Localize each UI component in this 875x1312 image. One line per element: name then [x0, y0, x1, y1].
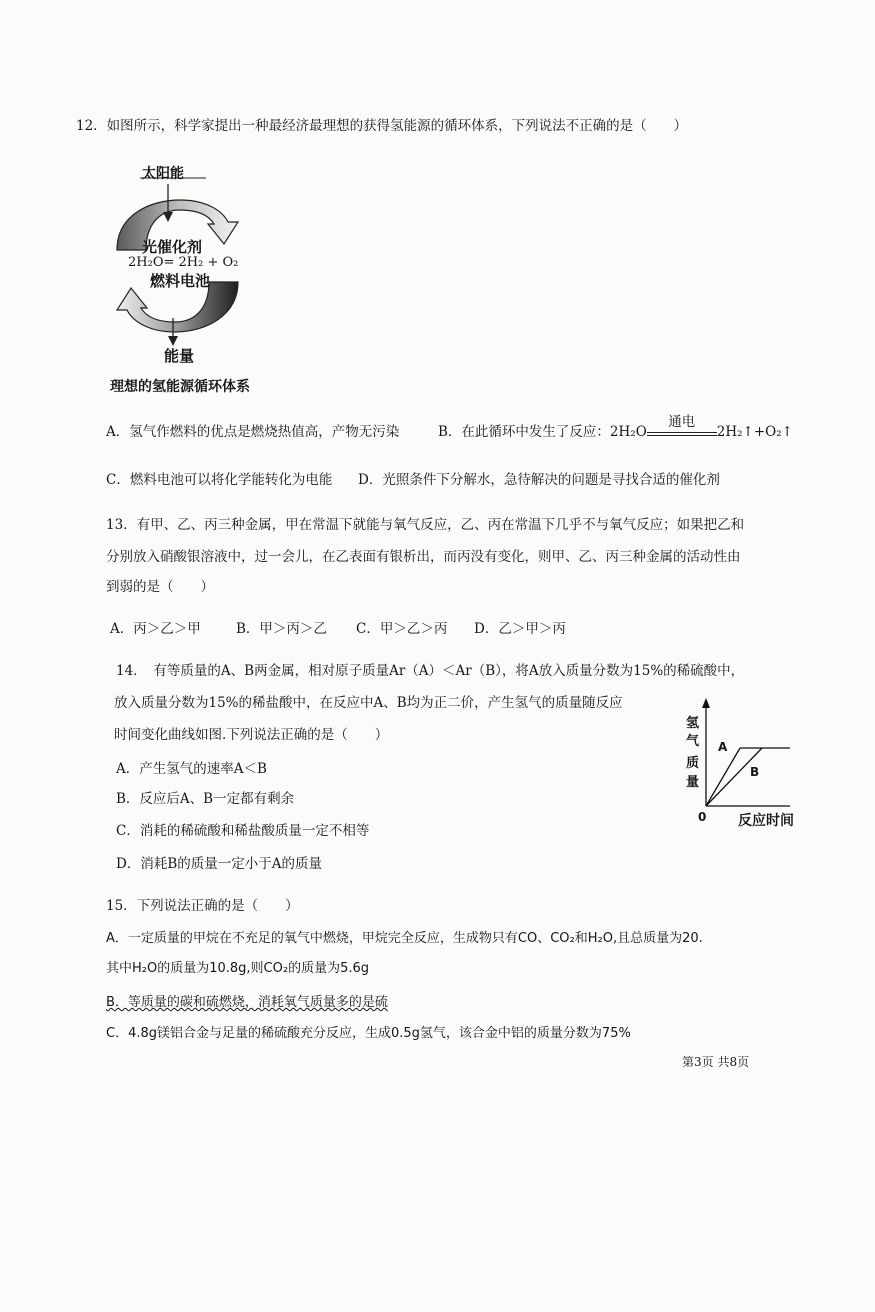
x-axis-label: 反应时间 [738, 813, 794, 829]
solar-energy-label: 太阳能 [142, 166, 184, 182]
q14-line-2: 放入质量分数为15%的稀盐酸中，在反应中A、B均为正二价，产生氢气的质量随反应 [114, 695, 623, 711]
q13-line-1: 13．有甲、乙、丙三种金属，甲在常温下就能与氧气反应，乙、丙在常温下几乎不与氧气反应；如果把乙和 [106, 517, 745, 533]
option-b-prefix: B．在此循环中发生了反应：2H₂O [438, 424, 647, 440]
q13-option-d: D．乙＞甲＞丙 [474, 621, 566, 637]
y-label-char-1: 氢 [686, 716, 700, 731]
fuel-cell-label: 燃料电池 [150, 272, 211, 290]
option-b-suffix: 2H₂↑+O₂↑ [716, 424, 793, 440]
q14-option-b: B．反应后A、B一定都有剩余 [116, 791, 295, 807]
q14-line-1: 14． 有等质量的A、B两金属，相对原子质量Ar（A）＜Ar（B），将A放入质量分数为15%的稀硫酸中， [116, 663, 745, 679]
q12-option-c: C．燃料电池可以将化学能转化为电能 [106, 472, 333, 488]
q12-option-a: A．氢气作燃料的优点是燃烧热值高，产物无污染 [106, 424, 400, 440]
q14-option-a: A．产生氢气的速率A＜B [116, 761, 267, 777]
q15-option-a-line-2: 其中H₂O的质量为10.8g,则CO₂的质量为5.6g [106, 961, 369, 976]
water-split-equation: 2H₂O= 2H₂ + O₂ [128, 255, 239, 270]
curve-a-label: A [718, 740, 728, 754]
q14-line-3: 时间变化曲线如图.下列说法正确的是（ ） [114, 727, 389, 743]
q13-option-b: B．甲＞丙＞乙 [236, 621, 327, 637]
y-label-char-2: 气 [686, 734, 700, 749]
q12-stem: 12．如图所示，科学家提出一种最经济最理想的获得氢能源的循环体系，下列说法不正确的是（ ） [76, 118, 688, 134]
q15-stem: 15．下列说法正确的是（ ） [106, 898, 299, 914]
figure-caption: 理想的氢能源循环体系 [110, 379, 250, 395]
q13-line-2: 分别放入硝酸银溶液中，过一会儿，在乙表面有银析出，而丙没有变化，则甲、乙、丙三种金属的活动性由 [106, 549, 741, 565]
q13-option-c: C．甲＞乙＞丙 [356, 621, 448, 637]
energy-label: 能量 [164, 347, 195, 365]
q14-option-d: D．消耗B的质量一定小于A的质量 [116, 856, 322, 872]
q15-option-c: C．4.8g镁铝合金与足量的稀硫酸充分反应，生成0.5g氢气，该合金中铝的质量分数为75% [106, 1026, 631, 1041]
y-label-char-4: 量 [686, 775, 700, 790]
q14-option-c: C．消耗的稀硫酸和稀盐酸质量一定不相等 [116, 823, 370, 839]
q13-option-a: A．丙＞乙＞甲 [110, 621, 201, 637]
q13-line-3: 到弱的是（ ） [106, 579, 214, 595]
y-label-char-3: 质 [686, 756, 700, 771]
curve-b-label: B [750, 765, 760, 779]
q12-option-d: D．光照条件下分解水，急待解决的问题是寻找合适的催化剂 [358, 472, 720, 488]
catalyst-label: 光催化剂 [142, 238, 203, 256]
graph-origin: 0 [698, 810, 707, 824]
q15-option-a-line-1: A．一定质量的甲烷在不充足的氧气中燃烧，甲烷完全反应，生成物只有CO、CO₂和H₂O,且总质量为20. [106, 931, 703, 946]
page-number: 第3页 共8页 [682, 1055, 750, 1069]
q15-option-b: B．等质量的碳和硫燃烧，消耗氧气质量多的是硫 [106, 995, 388, 1010]
condition-text: 通电 [668, 414, 696, 430]
